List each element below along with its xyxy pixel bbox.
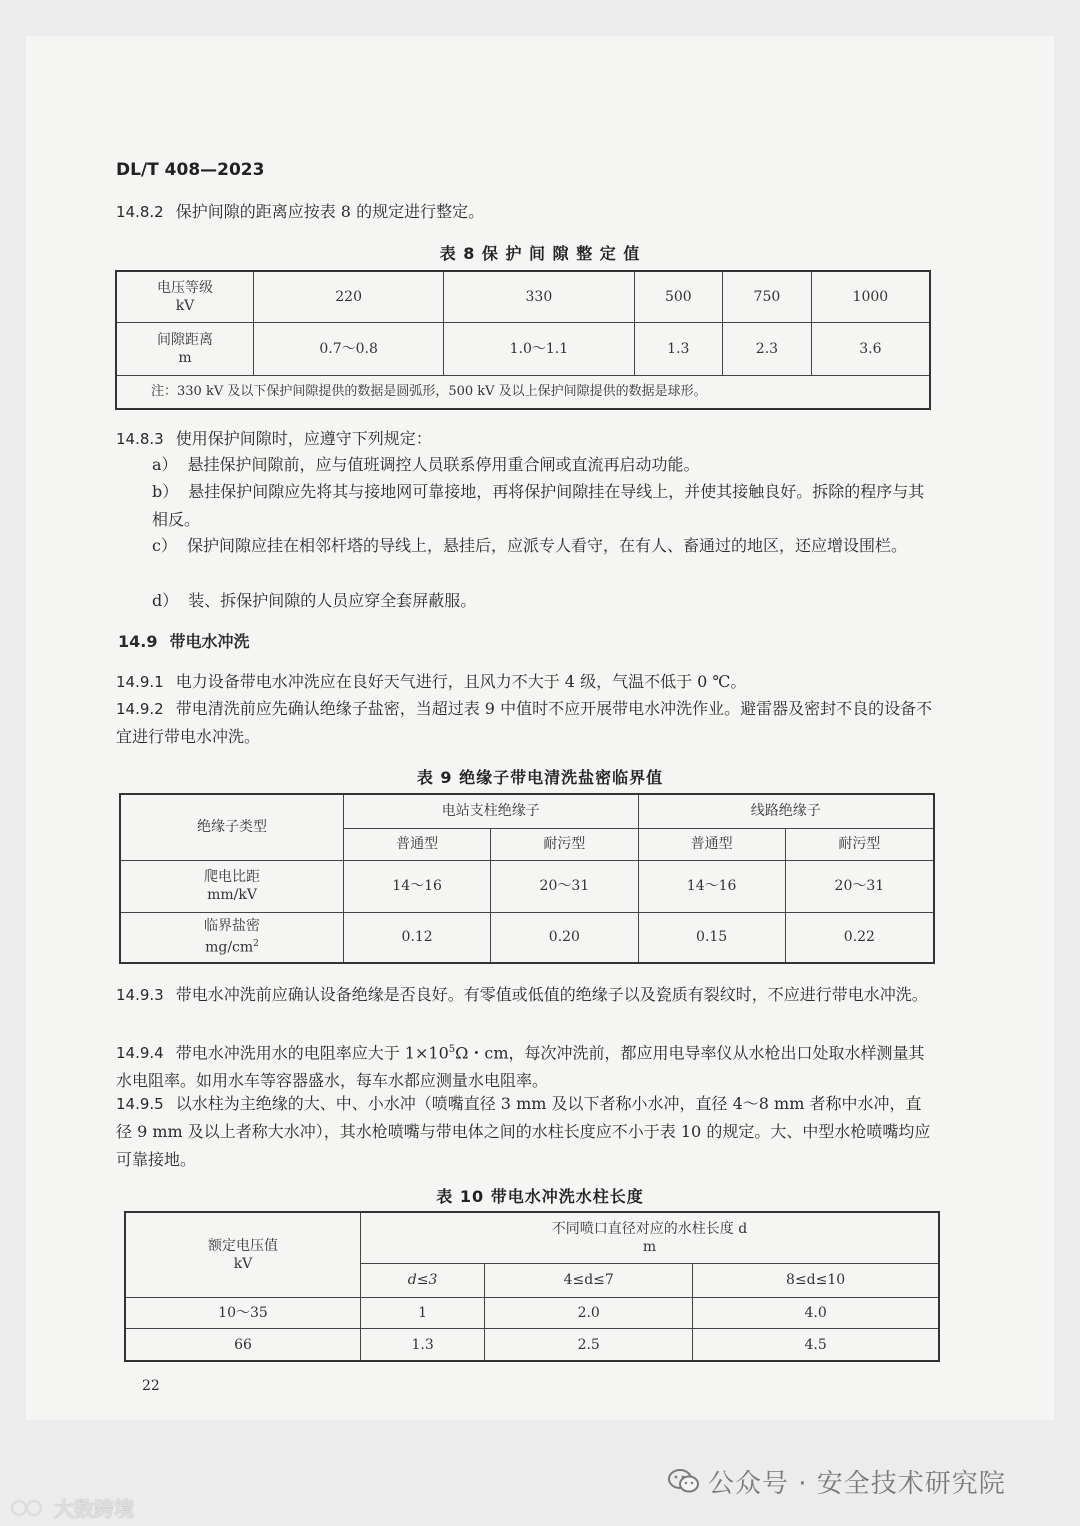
table-9 bbox=[119, 793, 935, 964]
table-8-cell: 1.3 bbox=[634, 322, 723, 375]
logo-icon bbox=[10, 1498, 46, 1523]
table-9-subheader: 耐污型 bbox=[491, 828, 638, 860]
table-9-cell: 14～16 bbox=[638, 860, 785, 912]
table-9-type-header: 绝缘子类型 bbox=[120, 794, 344, 860]
table-9-creep-header: 爬电比距 mm/kV bbox=[120, 860, 344, 912]
wechat-watermark: 公众号 · 安全技术研究院 bbox=[668, 1463, 1006, 1501]
table-10-length-header: 不同喷口直径对应的水柱长度 d m bbox=[361, 1212, 940, 1263]
table-8-cell: 2.3 bbox=[723, 322, 812, 375]
list-item-a: a） 悬挂保护间隙前，应与值班调控人员联系停用重合闸或直流再启动功能。 bbox=[152, 455, 700, 474]
table-8-voltage-header: 电压等级 kV bbox=[116, 271, 254, 322]
table-9-cell: 0.15 bbox=[638, 912, 785, 963]
table-9-subheader: 普通型 bbox=[638, 828, 785, 860]
table-row: 66 1.3 2.5 4.5 bbox=[125, 1329, 939, 1361]
table-9-group-line: 线路绝缘子 bbox=[638, 794, 934, 828]
table-9-cell: 20～31 bbox=[491, 860, 638, 912]
table-8-cell: 0.7～0.8 bbox=[254, 322, 444, 375]
clause-14-9-2: 14.9.2 带电清洗前应先确认绝缘子盐密，当超过表 9 中值时不应开展带电水冲洗作业。避雷器及密封不良的设备不宜进行带电水冲洗。 bbox=[116, 699, 933, 746]
table-8-cell: 1000 bbox=[811, 271, 930, 322]
table-8-cell: 500 bbox=[634, 271, 723, 322]
table-8-caption: 表 8 保 护 间 隙 整 定 值 bbox=[439, 244, 641, 263]
clause-14-9-1: 14.9.1 电力设备带电水冲洗应在良好天气进行，且风力不大于 4 级，气温不低于 0 ℃。 bbox=[116, 672, 747, 691]
table-8-note: 注：330 kV 及以下保护间隙提供的数据是圆弧形，500 kV 及以上保护间隙提供的数据是球形。 bbox=[116, 375, 930, 409]
table-9-cell: 0.12 bbox=[344, 912, 491, 963]
table-8-cell: 220 bbox=[254, 271, 444, 322]
wechat-icon bbox=[668, 1468, 700, 1501]
table-8-cell: 3.6 bbox=[811, 322, 930, 375]
table-9-cell: 0.22 bbox=[785, 912, 934, 963]
table-10-col: 8≤d≤10 bbox=[693, 1263, 939, 1297]
table-9-subheader: 普通型 bbox=[344, 828, 491, 860]
table-9-caption: 表 9 绝缘子带电清洗盐密临界值 bbox=[416, 768, 664, 787]
clause-14-8-2: 14.8.2 保护间隙的距离应按表 8 的规定进行整定。 bbox=[116, 202, 485, 221]
table-8-gap-header: 间隙距离 m bbox=[116, 322, 254, 375]
table-9-salt-header: 临界盐密 $mg/cm^2$ bbox=[120, 912, 344, 963]
clause-14-9-3: 14.9.3 带电水冲洗前应确认设备绝缘是否良好。有零值或低值的绝缘子以及瓷质有裂纹时，不应进行带电水冲洗。 bbox=[116, 985, 928, 1004]
table-10-col: 4≤d≤7 bbox=[485, 1263, 693, 1297]
page-number: 22 bbox=[142, 1378, 160, 1394]
table-row: 10～35 1 2.0 4.0 bbox=[125, 1298, 939, 1329]
document-id: DL/T 408—2023 bbox=[116, 160, 265, 180]
table-9-cell: 0.20 bbox=[491, 912, 638, 963]
table-10-caption: 表 10 带电水冲洗水柱长度 bbox=[436, 1187, 644, 1206]
clause-14-8-3: 14.8.3 使用保护间隙时，应遵守下列规定： bbox=[116, 429, 432, 448]
table-10 bbox=[124, 1211, 940, 1362]
table-9-subheader: 耐污型 bbox=[785, 828, 934, 860]
table-9-cell: 14～16 bbox=[344, 860, 491, 912]
table-9-group-station: 电站支柱绝缘子 bbox=[344, 794, 639, 828]
list-item-b: b） 悬挂保护间隙应先将其与接地网可靠接地，再将保护间隙挂在导线上，并使其接触良好。拆除的程序与其相反。 bbox=[152, 482, 925, 529]
clause-14-9-4: 14.9.4 带电水冲洗用水的电阻率应大于 $1\times 10^5\Omega$・cm，每次冲洗前，都应用电导率仪从水枪出口处取水样测量其水电阻率。如用水车等容器盛水，每车水都应测量水电阻率。 bbox=[116, 1043, 925, 1091]
table-8-cell: 1.0～1.1 bbox=[444, 322, 634, 375]
table-8-cell: 330 bbox=[444, 271, 634, 322]
table-9-cell: 20～31 bbox=[785, 860, 934, 912]
table-8-cell: 750 bbox=[723, 271, 812, 322]
table-10-rated-header: 额定电压值 kV bbox=[125, 1212, 361, 1298]
list-item-c: c） 保护间隙应挂在相邻杆塔的导线上，悬挂后，应派专人看守，在有人、畜通过的地区，还应增设围栏。 bbox=[152, 536, 907, 555]
table-10-col: d≤3 bbox=[361, 1263, 485, 1297]
clause-14-9-5: 14.9.5 以水柱为主绝缘的大、中、小水冲（喷嘴直径 3 mm 及以下者称小水冲，直径 4～8 mm 者称中水冲，直径 9 mm 及以上者称大水冲），其水枪喷嘴与带电体之间的水柱长度应不小于表 10 的规定。大、中型水枪喷嘴均应可靠接地。 bbox=[116, 1094, 931, 1169]
table-8 bbox=[115, 270, 931, 410]
section-14-9-heading: 14.9 带电水冲洗 bbox=[118, 632, 250, 651]
list-item-d: d） 装、拆保护间隙的人员应穿全套屏蔽服。 bbox=[152, 591, 477, 610]
corner-watermark: 大数跨境 bbox=[10, 1493, 134, 1523]
